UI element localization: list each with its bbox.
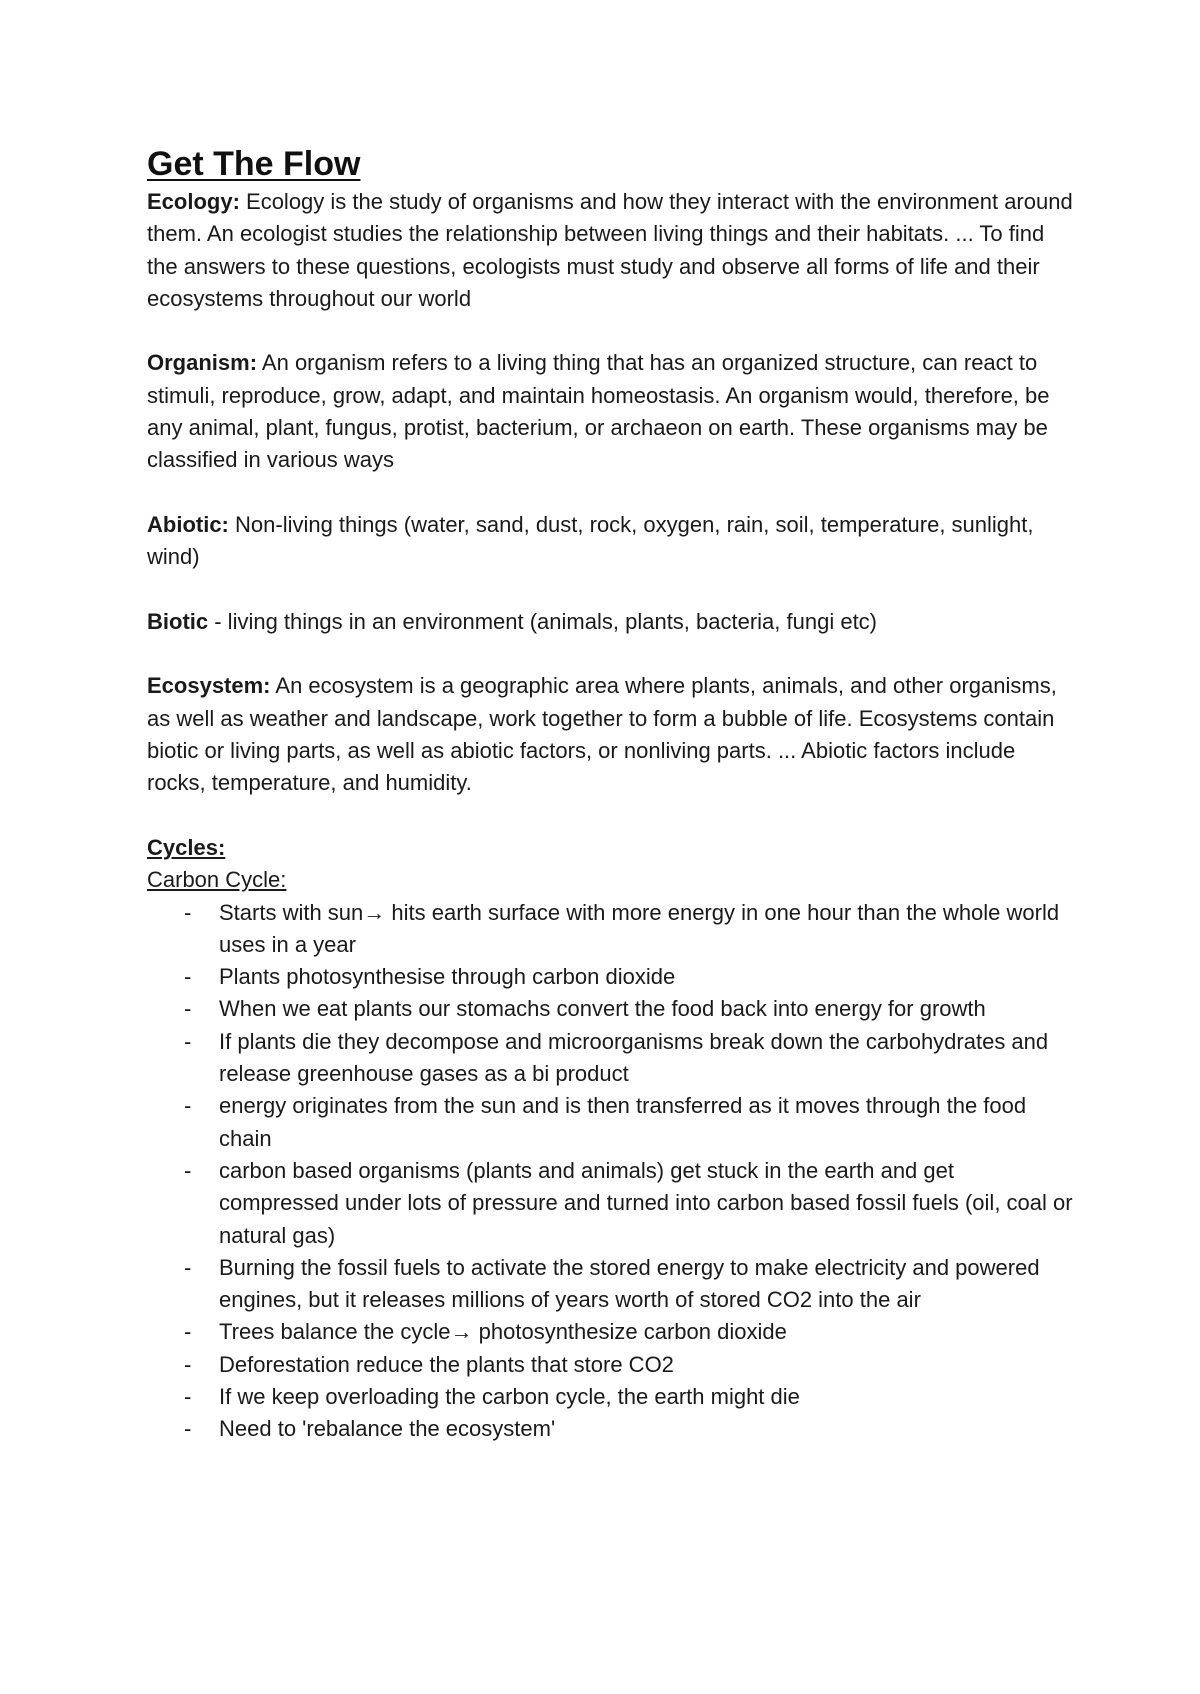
- list-item: [147, 1090, 1077, 1155]
- list-item-text: carbon based organisms (plants and animals) get stuck in the earth and get compressed under lots of pressure and turned into carbon based fossil fuels (oil, coal or natural gas): [219, 1157, 1073, 1248]
- bullet-dash: -: [184, 1254, 192, 1280]
- list-item-text: Need to 'rebalance the ecosystem': [219, 1416, 556, 1442]
- list-item-text: Trees balance the cycle→ photosynthesize carbon dioxide: [219, 1319, 787, 1345]
- bullet-dash: -: [184, 1028, 192, 1054]
- carbon-cycle-list: [147, 897, 1077, 1446]
- bullet-dash: -: [184, 899, 192, 925]
- list-item-text: Plants photosynthesise through carbon dioxide: [219, 964, 676, 990]
- bullet-dash: -: [184, 1319, 192, 1345]
- bullet-dash: -: [184, 1416, 192, 1442]
- bullet-dash: -: [184, 996, 192, 1022]
- abiotic-definition: [147, 509, 1077, 574]
- ecosystem-definition: [147, 670, 1077, 799]
- list-item: [147, 1155, 1077, 1252]
- organism-definition: [147, 347, 1077, 476]
- ecosystem-text: An ecosystem is a geographic area where plants, animals, and other organisms, as well as weather and landscape, work together to form a bubble of life. Ecosystems contain biotic or living parts, as well as abiotic factors, or nonliving parts. ... Abiotic factors include rocks, temperature, and humidity.: [147, 673, 1057, 796]
- ecology-text: Ecology is the study of organisms and how they interact with the environment around them. An ecologist studies the relationship between living things and their habitats. ... To find the answers to these questions, ecologists must study and observe all forms of life and their ecosystems throughout our world: [147, 189, 1073, 311]
- list-item: [147, 1316, 1077, 1348]
- list-item: [147, 1026, 1077, 1091]
- biotic-term: Biotic: [147, 608, 209, 634]
- list-item-text: If plants die they decompose and microorganisms break down the carbohydrates and release greenhouse gases as a bi product: [219, 1028, 1049, 1087]
- list-item-text: Burning the fossil fuels to activate the stored energy to make electricity and powered engines, but it releases millions of years worth of stored CO2 into the air: [219, 1254, 1040, 1313]
- list-item-text: Starts with sun→ hits earth surface with more energy in one hour than the whole world uses in a year: [219, 899, 1060, 957]
- list-item: [147, 993, 1077, 1025]
- cycles-heading: Cycles:: [147, 834, 226, 860]
- abiotic-term: Abiotic:: [147, 511, 229, 537]
- list-item-text: energy originates from the sun and is then transferred as it moves through the food chain: [219, 1093, 1027, 1151]
- ecosystem-term: Ecosystem:: [147, 673, 271, 699]
- list-item: [147, 1349, 1077, 1381]
- list-item: [147, 897, 1077, 962]
- bullet-dash: -: [184, 1093, 192, 1119]
- bullet-dash: -: [184, 1383, 192, 1409]
- bullet-dash: -: [184, 1351, 192, 1377]
- bullet-dash: -: [184, 964, 192, 990]
- list-item-text: Deforestation reduce the plants that store CO2: [219, 1351, 674, 1377]
- list-item-text: If we keep overloading the carbon cycle, the earth might die: [219, 1383, 800, 1409]
- ecology-definition: [147, 186, 1077, 315]
- document-title: Get The Flow: [147, 145, 361, 183]
- list-item: [147, 961, 1077, 993]
- ecology-term: Ecology:: [147, 189, 240, 214]
- document-page: [147, 142, 1077, 1446]
- list-item-text: When we eat plants our stomachs convert the food back into energy for growth: [219, 996, 986, 1022]
- bullet-dash: -: [184, 1157, 192, 1183]
- list-item: [147, 1381, 1077, 1413]
- organism-term: Organism:: [147, 350, 258, 376]
- biotic-text: - living things in an environment (animals, plants, bacteria, fungi etc): [208, 608, 878, 634]
- biotic-definition: [147, 606, 1077, 638]
- organism-text: An organism refers to a living thing that has an organized structure, can react to stimuli, reproduce, grow, adapt, and maintain homeostasis. An organism would, therefore, be any animal, plant, fungus, protist, bacterium, or archaeon on earth. These organisms may be classified in various ways: [147, 350, 1050, 473]
- list-item: [147, 1413, 1077, 1445]
- carbon-cycle-heading: Carbon Cycle:: [147, 867, 287, 893]
- abiotic-text: Non-living things (water, sand, dust, rock, oxygen, rain, soil, temperature, sunlight, wind): [147, 511, 1034, 570]
- list-item: [147, 1252, 1077, 1317]
